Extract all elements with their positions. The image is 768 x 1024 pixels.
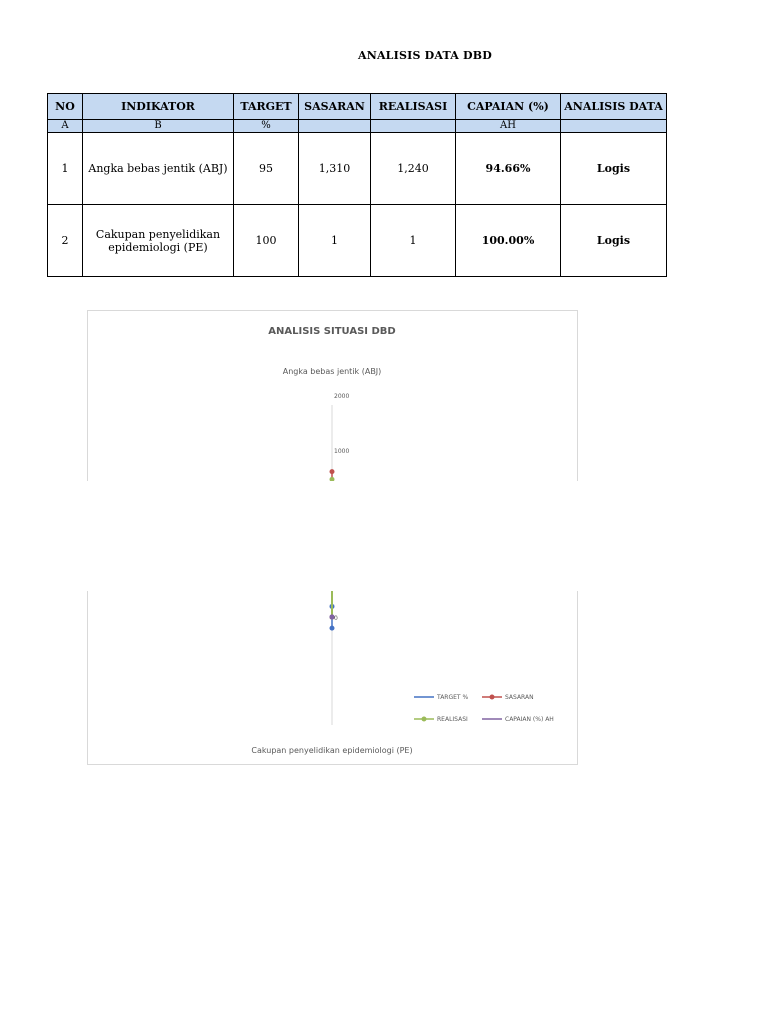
header-analisis: ANALISIS DATA xyxy=(561,94,667,120)
subheader-cell: B xyxy=(83,120,234,133)
category-label-top: Angka bebas jentik (ABJ) xyxy=(282,367,382,376)
subheader-cell xyxy=(299,120,371,133)
subheader-cell: % xyxy=(234,120,299,133)
cell-no: 1 xyxy=(48,133,83,205)
legend-item xyxy=(482,694,534,701)
axis-tick-label: 1000 xyxy=(334,448,350,455)
legend-label: CAPAIAN (%) AH xyxy=(505,716,554,723)
chart-legend xyxy=(414,694,554,723)
analysis-table xyxy=(47,93,667,277)
cell-no: 2 xyxy=(48,205,83,277)
table-header-row xyxy=(48,94,667,120)
table-row xyxy=(48,133,667,205)
cell-sasaran: 1,310 xyxy=(299,133,371,205)
legend-item xyxy=(414,716,468,723)
header-capaian: CAPAIAN (%) xyxy=(456,94,561,120)
cell-indikator: Cakupan penyelidikan epidemiologi (PE) xyxy=(83,205,234,277)
table-subheader-row xyxy=(48,120,667,133)
series-marker xyxy=(330,615,335,620)
cell-realisasi: 1,240 xyxy=(371,133,456,205)
legend-item xyxy=(414,694,468,701)
legend-label: REALISASI xyxy=(437,716,468,723)
cell-analisis: Logis xyxy=(561,133,667,205)
legend-label: TARGET % xyxy=(437,694,469,701)
cell-indikator: Angka bebas jentik (ABJ) xyxy=(83,133,234,205)
table-row xyxy=(48,205,667,277)
subheader-cell xyxy=(561,120,667,133)
document-title: ANALISIS DATA DBD xyxy=(357,49,493,62)
subheader-cell: A xyxy=(48,120,83,133)
cell-capaian: 94.66% xyxy=(456,133,561,205)
axis-tick-label: 2000 xyxy=(334,393,350,400)
cell-target: 95 xyxy=(234,133,299,205)
subheader-cell xyxy=(371,120,456,133)
chart-title: ANALISIS SITUASI DBD xyxy=(268,326,396,337)
series-marker xyxy=(330,469,335,474)
header-target: TARGET xyxy=(234,94,299,120)
header-sasaran: SASARAN xyxy=(299,94,371,120)
legend-marker xyxy=(422,717,427,722)
legend-item xyxy=(482,716,554,723)
page-break-gap xyxy=(0,481,768,591)
cell-capaian: 100.00% xyxy=(456,205,561,277)
cell-analisis: Logis xyxy=(561,205,667,277)
cell-sasaran: 1 xyxy=(299,205,371,277)
axis-tick-label: 0 xyxy=(334,615,338,622)
cell-target: 100 xyxy=(234,205,299,277)
cell-realisasi: 1 xyxy=(371,205,456,277)
series-marker xyxy=(330,626,335,631)
legend-label: SASARAN xyxy=(505,694,534,701)
legend-marker xyxy=(490,695,495,700)
header-realisasi: REALISASI xyxy=(371,94,456,120)
category-label-bottom: Cakupan penyelidikan epidemiologi (PE) xyxy=(251,746,413,755)
header-indikator: INDIKATOR xyxy=(83,94,234,120)
subheader-cell: AH xyxy=(456,120,561,133)
header-no: NO xyxy=(48,94,83,120)
